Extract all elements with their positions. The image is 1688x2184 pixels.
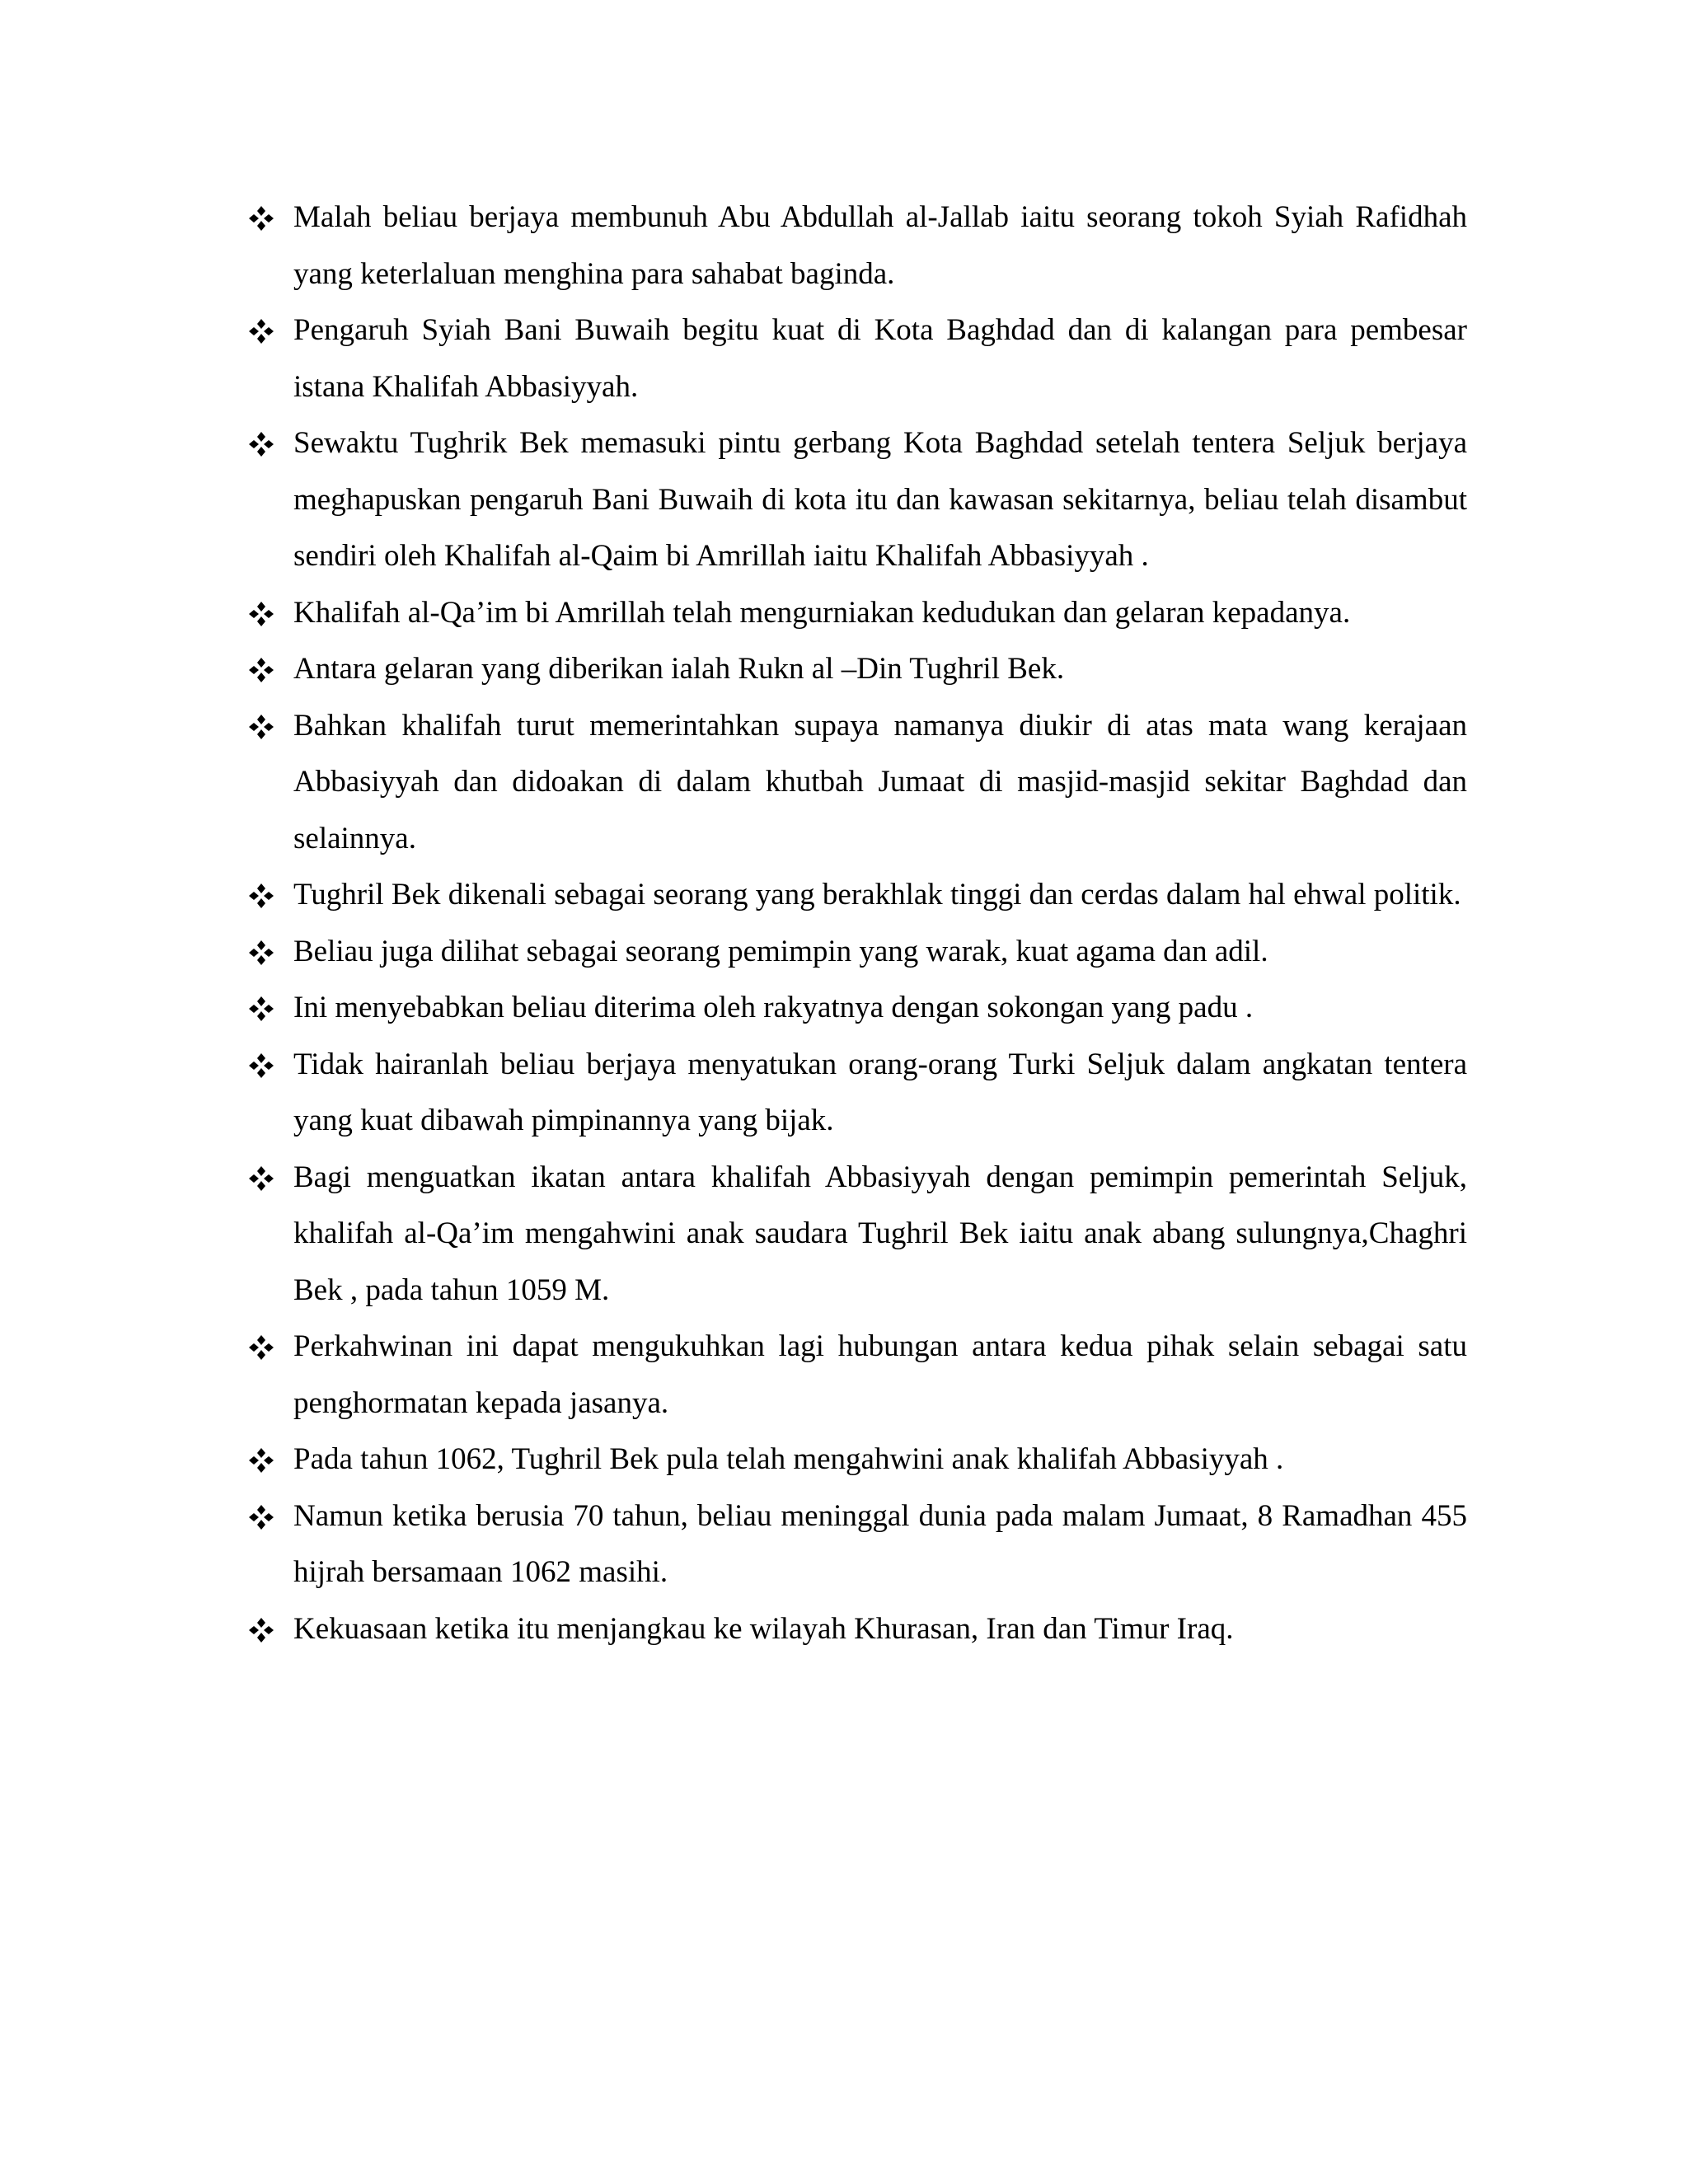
diamond-quad-bullet-icon [247, 1446, 275, 1474]
list-item-text: Pengaruh Syiah Bani Buwaih begitu kuat di Kota Baghdad dan di kalangan para pembesar istana Khalifah Abbasiyyah. [293, 313, 1467, 404]
diamond-quad-bullet-icon [247, 1333, 275, 1361]
diamond-quad-bullet-icon [247, 317, 275, 345]
list-item-text: Pada tahun 1062, Tughril Bek pula telah mengahwini anak khalifah Abbasiyyah . [293, 1442, 1284, 1476]
list-item [247, 415, 1467, 585]
list-item-text: Tughril Bek dikenali sebagai seorang yang berakhlak tinggi dan cerdas dalam hal ehwal politik. [293, 878, 1461, 912]
list-item-text: Ini menyebabkan beliau diterima oleh rakyatnya dengan sokongan yang padu . [293, 991, 1254, 1024]
list-item-text: Tidak hairanlah beliau berjaya menyatukan orang-orang Turki Seljuk dalam angkatan tentera yang kuat dibawah pimpinannya yang bijak. [293, 1047, 1467, 1137]
diamond-quad-bullet-icon [247, 882, 275, 910]
list-item-text: Malah beliau berjaya membunuh Abu Abdullah al-Jallab iaitu seorang tokoh Syiah Rafidhah yang keterlaluan menghina para sahabat baginda. [293, 200, 1467, 291]
diamond-quad-bullet-icon [247, 713, 275, 741]
list-item [247, 1037, 1467, 1150]
list-item-text: Antara gelaran yang diberikan ialah Rukn al –Din Tughril Bek. [293, 652, 1065, 686]
diamond-quad-bullet-icon [247, 1165, 275, 1193]
list-item [247, 1488, 1467, 1601]
list-item-text: Beliau juga dilihat sebagai seorang pemimpin yang warak, kuat agama dan adil. [293, 934, 1268, 968]
list-item-text: Namun ketika berusia 70 tahun, beliau meninggal dunia pada malam Jumaat, 8 Ramadhan 455 hijrah bersamaan 1062 masihi. [293, 1498, 1467, 1589]
diamond-quad-bullet-icon [247, 600, 275, 628]
list-item-text: Kekuasaan ketika itu menjangkau ke wilayah Khurasan, Iran dan Timur Iraq. [293, 1611, 1234, 1646]
diamond-quad-bullet-icon [247, 204, 275, 232]
list-item-text: Sewaktu Tughrik Bek memasuki pintu gerbang Kota Baghdad setelah tentera Seljuk berjaya meghapuskan pengaruh Bani Buwaih di kota itu dan kawasan sekitarnya, beliau telah disambut sendiri oleh Khalifah al-Qaim bi Amrillah iaitu Khalifah Abbasiyyah . [293, 426, 1467, 573]
bullet-list [247, 190, 1467, 1657]
list-item [247, 1432, 1467, 1488]
list-item-text: Bagi menguatkan ikatan antara khalifah Abbasiyyah dengan pemimpin pemerintah Seljuk, khalifah al-Qa’im mengahwini anak saudara Tughril Bek iaitu anak abang sulungnya,Chaghri Bek , pada tahun 1059 M. [293, 1160, 1467, 1307]
diamond-quad-bullet-icon [247, 1503, 275, 1531]
list-item-text: Bahkan khalifah turut memerintahkan supaya namanya diukir di atas mata wang kerajaan Abbasiyyah dan didoakan di dalam khutbah Jumaat di masjid-masjid sekitar Baghdad dan selainnya. [293, 708, 1467, 855]
list-item [247, 302, 1467, 415]
list-item [247, 641, 1467, 698]
diamond-quad-bullet-icon [247, 995, 275, 1023]
list-item [247, 924, 1467, 981]
list-item [247, 698, 1467, 868]
list-item [247, 1601, 1467, 1658]
list-item-text: Perkahwinan ini dapat mengukuhkan lagi hubungan antara kedua pihak selain sebagai satu penghormatan kepada jasanya. [293, 1329, 1467, 1420]
list-item [247, 867, 1467, 924]
diamond-quad-bullet-icon [247, 1616, 275, 1644]
list-item [247, 980, 1467, 1037]
list-item [247, 190, 1467, 302]
list-item [247, 1319, 1467, 1432]
list-item-text: Khalifah al-Qa’im bi Amrillah telah mengurniakan kedudukan dan gelaran kepadanya. [293, 595, 1351, 630]
diamond-quad-bullet-icon [247, 939, 275, 967]
diamond-quad-bullet-icon [247, 430, 275, 458]
list-item [247, 1150, 1467, 1319]
diamond-quad-bullet-icon [247, 1052, 275, 1080]
diamond-quad-bullet-icon [247, 656, 275, 684]
list-item [247, 585, 1467, 642]
